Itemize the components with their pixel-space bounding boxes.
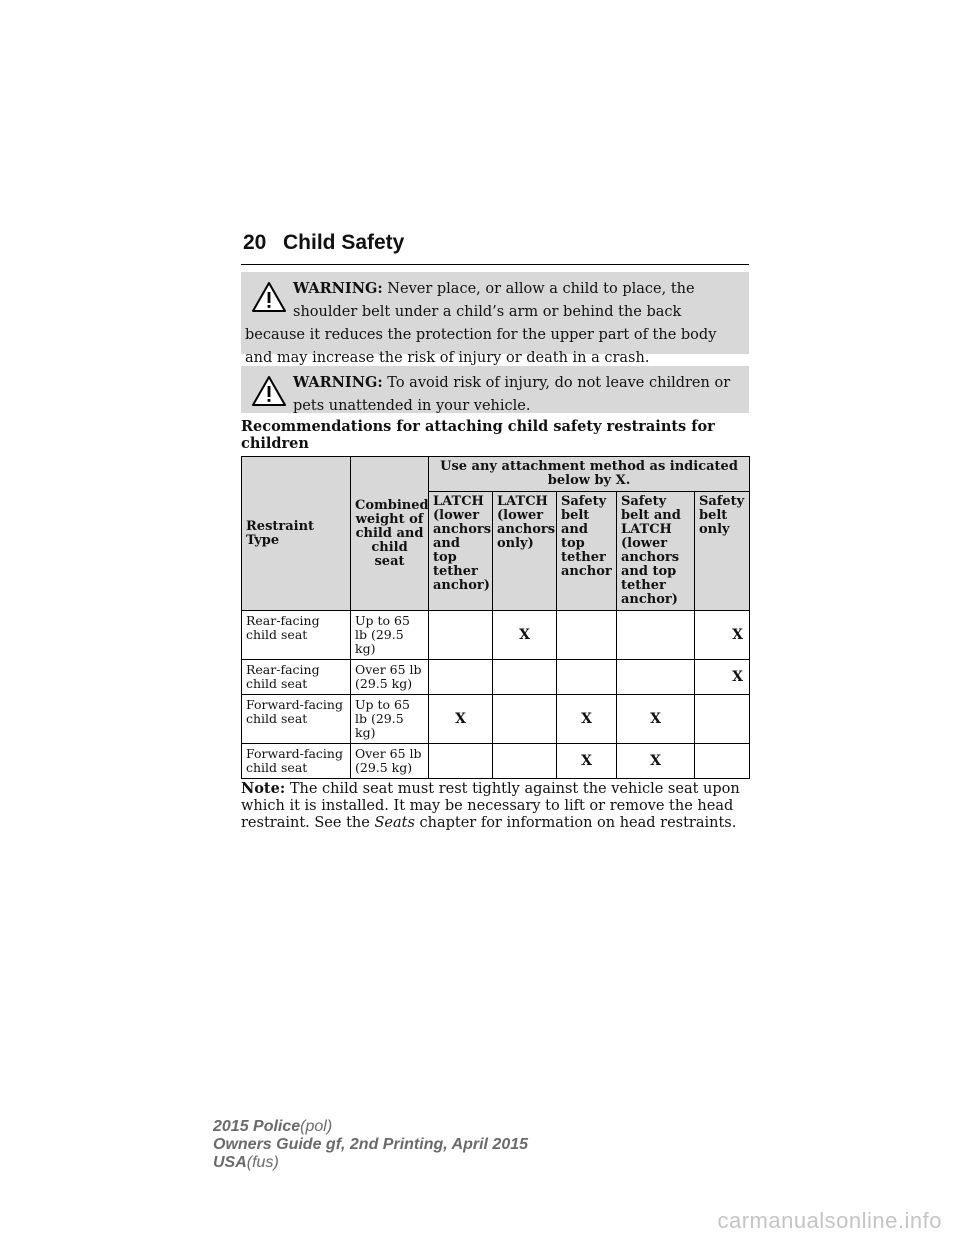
section-heading: Recommendations for attaching child safety restraints for children xyxy=(241,418,715,452)
warning-triangle-icon xyxy=(251,375,287,407)
method-mark-cell xyxy=(493,744,557,779)
method-mark-cell xyxy=(493,695,557,744)
method-mark-cell: X xyxy=(695,660,750,695)
header-attachment-method-group: Use any attachment method as indicated below by X. xyxy=(429,457,750,492)
table-row xyxy=(242,695,750,744)
seats-chapter-reference: Seats xyxy=(374,815,415,831)
weight-cell: Up to 65 lb (29.5 kg) xyxy=(351,611,429,660)
method-mark-cell xyxy=(695,695,750,744)
footer-model: 2015 Police xyxy=(213,1118,301,1135)
method-mark-cell xyxy=(493,660,557,695)
header-method-latch-lower: LATCH (lower anchors only) xyxy=(493,492,557,611)
restraint-type-cell: Forward-facing child seat xyxy=(242,744,351,779)
header-method-belt-only: Safety belt only xyxy=(695,492,750,611)
header-method-belt-tether: Safety belt and top tether anchor xyxy=(557,492,617,611)
note-label: Note: xyxy=(241,780,286,797)
document-footer xyxy=(213,1118,528,1172)
restraint-type-cell: Rear-facing child seat xyxy=(242,611,351,660)
warning-label: WARNING: xyxy=(293,280,383,297)
footer-printing: Owners Guide gf, 2nd Printing, April 2015 xyxy=(213,1136,529,1153)
method-mark-cell xyxy=(429,660,493,695)
method-mark-cell: X xyxy=(557,695,617,744)
method-mark-cell: X xyxy=(617,744,695,779)
header-restraint-type: Restraint Type xyxy=(242,457,351,611)
note-paragraph xyxy=(241,780,751,832)
section-title: Child Safety xyxy=(283,231,405,254)
method-mark-cell xyxy=(429,611,493,660)
footer-region-code: (fus) xyxy=(246,1154,279,1171)
method-mark-cell xyxy=(695,744,750,779)
header-combined-weight: Combined weight of child and child seat xyxy=(351,457,429,611)
weight-cell: Up to 65 lb (29.5 kg) xyxy=(351,695,429,744)
method-mark-cell: X xyxy=(493,611,557,660)
site-watermark: carmanualsonline.info xyxy=(717,1208,942,1233)
warning-text: To avoid risk of injury, do not leave children or pets unattended in your vehicle. xyxy=(293,375,731,414)
method-mark-cell xyxy=(617,660,695,695)
method-mark-cell xyxy=(557,660,617,695)
warning-box-shoulder-belt xyxy=(241,272,749,366)
method-mark-cell xyxy=(617,611,695,660)
note-text-after: chapter for information on head restraints. xyxy=(414,815,737,831)
weight-cell: Over 65 lb (29.5 kg) xyxy=(351,744,429,779)
warning-box-unattended xyxy=(241,366,749,413)
page-number: 20 xyxy=(243,231,267,254)
method-mark-cell: X xyxy=(695,611,750,660)
footer-region: USA xyxy=(213,1154,247,1171)
warning-label: WARNING: xyxy=(293,374,383,391)
note-text-before: The child seat must rest tightly against the vehicle seat upon which it is installed. It may be necessary to lift or remove the head restraint. See the xyxy=(241,781,740,831)
warning-text: Never place, or allow a child to place, the shoulder belt under a child’s arm or behind the back because it reduces the protection for the upper part of the body and may increase the risk of injury or death in a crash. xyxy=(245,281,717,366)
footer-model-code: (pol) xyxy=(300,1118,333,1135)
table-row xyxy=(242,611,750,660)
restraint-type-cell: Forward-facing child seat xyxy=(242,695,351,744)
header-method-latch-full: LATCH (lower anchors and top tether anchor) xyxy=(429,492,493,611)
warning-triangle-icon xyxy=(251,281,287,313)
weight-cell: Over 65 lb (29.5 kg) xyxy=(351,660,429,695)
restraint-type-cell: Rear-facing child seat xyxy=(242,660,351,695)
method-mark-cell xyxy=(557,611,617,660)
page-header xyxy=(241,228,749,265)
header-method-belt-latch: Safety belt and LATCH (lower anchors and top tether anchor) xyxy=(617,492,695,611)
method-mark-cell: X xyxy=(557,744,617,779)
method-mark-cell xyxy=(429,744,493,779)
method-mark-cell: X xyxy=(429,695,493,744)
table-row xyxy=(242,660,750,695)
restraint-attachment-table xyxy=(241,456,750,779)
method-mark-cell: X xyxy=(617,695,695,744)
table-row xyxy=(242,744,750,779)
